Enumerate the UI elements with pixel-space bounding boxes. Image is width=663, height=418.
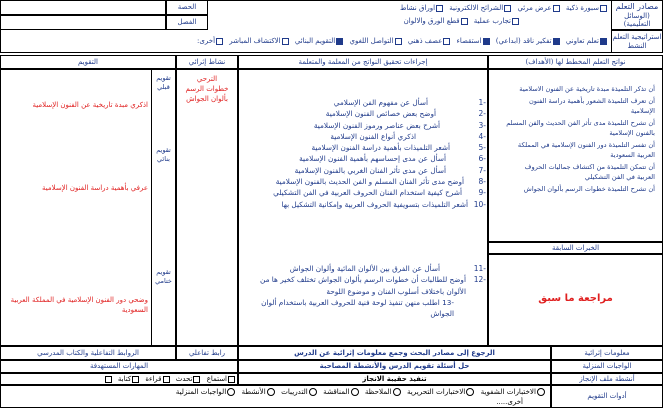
objective-item: أن تعرف التلميذة الشعور بأهمية دراسة الفنون الإسلامية [528, 97, 655, 115]
class-label-cell: الحصة [166, 0, 208, 15]
strategy-critical[interactable]: تفكير ناقد (ابداعي) [496, 37, 560, 45]
radio-icon [537, 388, 545, 396]
procedures-numbers-bottom: -11 -12 [473, 264, 486, 285]
source-slides[interactable]: الشرائح الالكترونية [449, 4, 511, 12]
checkbox-icon [504, 5, 511, 12]
col-evaluation-header: التقويم [0, 55, 176, 69]
procedure-item: أسأل عن مفهوم الفن الإسلامي [333, 98, 428, 107]
procedure-item: أوضح بعض خصائص الفنون الإسلامية [325, 109, 436, 119]
procedures-list-bottom [248, 263, 466, 319]
objective-item: أن تفسر التلميذة دور الفنون الإسلامية في المملكة العربية السعودية [517, 141, 655, 159]
checkbox-icon [132, 376, 139, 383]
strategy-row [2, 37, 607, 45]
tool-discussion[interactable]: المناقشة [323, 387, 358, 396]
checkbox-checked-icon [600, 38, 607, 45]
source-smartboard[interactable]: سبورة ذكية [566, 4, 607, 12]
objectives-list [505, 84, 655, 194]
tool-activities[interactable]: الأنشطة [242, 387, 275, 396]
checkbox-icon [512, 18, 519, 25]
radio-icon [393, 388, 401, 396]
source-experiments[interactable]: تجارب عملية [474, 17, 519, 25]
checkbox-icon [193, 376, 200, 383]
checkbox-icon[interactable] [105, 376, 112, 383]
objective-item: أن تشرح التلميذة مدى تأثر الفن الحديث والفن المسلم بالفنون الإسلامية [506, 119, 655, 137]
tools-other[interactable]: أخرى..... [496, 398, 523, 406]
radio-icon [267, 388, 275, 396]
procedures-list-top [248, 97, 468, 210]
prior-knowledge-value: مراجعة ما سبق [538, 293, 613, 304]
skills-options [3, 375, 235, 383]
activity-cell [176, 69, 238, 346]
eval-type-pre: تقويم قبلي [156, 74, 171, 91]
col-activity-header: نشاط إثرائي [176, 55, 238, 69]
procedure-item: أسأل عن مدى تأثر الفنان الغربي بالفنون الإسلامية [294, 165, 446, 175]
tool-homework[interactable]: الواجبات المنزلية [176, 387, 235, 396]
checkbox-icon [436, 5, 443, 12]
enrich-label-cell: معلومات إثرائية [551, 346, 663, 360]
skill-listening[interactable]: استماع [207, 375, 235, 383]
enrich-value-cell: الرجوع إلى مصادر البحث وجمع معلومات إثرائية عن الدرس [238, 346, 551, 360]
objective-item: أن تتمكن التلميذة من اكتشاف جماليات الحروف العربية في الفن التشكيلي [524, 163, 655, 181]
eval-type-formative: تقويم بنائي [156, 146, 171, 163]
strategy-other[interactable]: أخرى: [197, 37, 223, 45]
achievement-cell: تنفيذ حقيبة الانجاز [238, 373, 551, 385]
tools-label-cell: أدوات التقويم [551, 385, 663, 408]
unit-label-cell: الفصل [166, 15, 208, 30]
procedure-item: أشعر التلميذات بتسويفية الحروف العربية وإمكانية التشكيل بها [281, 199, 468, 209]
unit-value-cell [0, 15, 166, 30]
checkbox-checked-icon [553, 38, 560, 45]
class-value-cell [0, 0, 166, 15]
strategy-inquiry[interactable]: استقصاء [457, 37, 490, 45]
procedure-item: أوضح مدى تأثر الفنان المسلم و الفن الحديث بالفنون الإسلامية [275, 177, 464, 187]
eval-text-pre: اذكري مبدة تاريخية عن الفنون الإسلامية [32, 101, 148, 109]
checkbox-icon [443, 38, 450, 45]
sources-label: مصادر التعلم [615, 2, 659, 12]
procedure-item: أشرح بعض عناصر ورموز الفنون الإسلامية [313, 120, 440, 130]
activity-text: الترحي خطوات الرسم بألوان الجواش [185, 75, 229, 103]
checkbox-checked-icon [336, 38, 343, 45]
radio-icon [309, 388, 317, 396]
strategy-cooperative[interactable]: تعلم تعاوني [566, 37, 607, 45]
procedure-item: أشعر التلميذات بأهمية دراسة الفنون الإسلامية [311, 143, 450, 153]
objective-item: أن تذكر التلميذة مبدة تاريخية عن الفنون الاسلامية [519, 85, 655, 93]
homework-value-cell: حل أسئلة تقويم الدرس والأنشطة المصاحبة [238, 360, 551, 373]
radio-icon [466, 388, 474, 396]
skill-writing[interactable]: كتابة [118, 375, 139, 383]
prior-knowledge-header: الخبرات السابقة [488, 242, 663, 254]
strategy-sub: النشط [627, 41, 647, 50]
checkbox-icon [461, 18, 468, 25]
strategy-language[interactable]: التواصل اللغوي [349, 37, 401, 45]
procedure-item: أسأل عن الفرق بين الألوان المائية وألوان الجواش [289, 264, 440, 273]
procedure-item: أسأل عن مدى إحساسهم بأهمية الفنون الإسلامية [299, 154, 446, 164]
col-objectives-header: نواتج التعلم المخطط لها (الأهداف) [488, 55, 663, 69]
col-procedures-header: إجراءات تحقيق النواتج من المعلمة والمتعلمة [238, 55, 488, 69]
procedure-item: -13 اطلب منهن تنفيذ لوحة فنية للحروف العربية باستخدام ألوان الجواش [261, 297, 454, 319]
eval-type-final: تقويم ختامي [155, 268, 172, 285]
eval-text-final: وضحي دور الفنون الإسلامية في المملكة العربية السعودية [10, 296, 148, 314]
checkbox-checked-icon [483, 38, 490, 45]
source-paper[interactable]: قطع الورق والالوان [404, 17, 468, 25]
strategy-brainstorm[interactable]: عصف ذهني [408, 37, 450, 45]
checkbox-icon [395, 38, 402, 45]
eval-text-formative: عرفي بأهمية دراسة الفنون الإسلامية [42, 184, 148, 192]
sources-label-cell [611, 0, 663, 30]
skill-reading[interactable]: قراءة [145, 375, 169, 383]
checkbox-icon [600, 5, 607, 12]
checkbox-icon [216, 38, 223, 45]
radio-icon [227, 388, 235, 396]
sources-row-1 [207, 4, 607, 12]
tool-exercises[interactable]: التدريبات [281, 387, 317, 396]
file-activity-label-cell: أنشطة ملف الإنجاز [551, 373, 663, 385]
checkbox-icon [553, 5, 560, 12]
source-visual[interactable]: عرض مرئي [517, 4, 559, 12]
checkbox-icon [282, 38, 289, 45]
radio-icon [351, 388, 359, 396]
source-worksheets[interactable]: اوراق نشاط [400, 4, 443, 12]
tools-options [2, 387, 545, 396]
procedure-item: اذكري أنواع الفنون الإسلامية [330, 131, 416, 141]
objective-item: أن تشرح التلميذة خطوات الرسم بألوان الجواش [523, 185, 655, 193]
checkbox-icon [228, 376, 235, 383]
strategy-label: استراتيجية التعلم [612, 33, 662, 42]
procedure-item: أوضح للطالبات أن خطوات الرسم بألوان الجواش تختلف كخير ها من الألوان باختلاف أسلوب الفنان و موضوع اللوحة [260, 275, 466, 296]
tool-oral[interactable]: الاختبارات الشفوية [481, 387, 545, 396]
eval-type-column [151, 69, 176, 346]
tool-observation[interactable]: الملاحظة [365, 387, 401, 396]
procedure-item: أشرح كيفية استخدام الفنان الحروف العربية في الفن التشكيلي [273, 188, 462, 198]
digital-link-cell[interactable]: رابط تفاعلي [176, 346, 238, 360]
textbook-link-cell[interactable]: الروابط التفاعلية والكتاب المدرسي [0, 346, 176, 360]
strategy-label-cell [611, 30, 663, 53]
strategy-formative[interactable]: التقويم البنائي [295, 37, 343, 45]
skills-label-cell: المهارات المستهدفة [0, 360, 238, 373]
sources-sub: (الوسائل التعليمية) [623, 11, 651, 28]
homework-label-cell: الواجبات المنزلية [551, 360, 663, 373]
procedures-numbers: -1 -2 -3 -4 -5 -6 -7 -8 -9 -10 [473, 98, 486, 209]
strategy-discovery[interactable]: الاكتشاف المباشر [229, 37, 288, 45]
tool-written[interactable]: الاختبارات التحريرية [407, 387, 474, 396]
checkbox-icon [163, 376, 170, 383]
skill-speaking[interactable]: تحدث [176, 375, 201, 383]
sources-row-2 [207, 17, 607, 25]
